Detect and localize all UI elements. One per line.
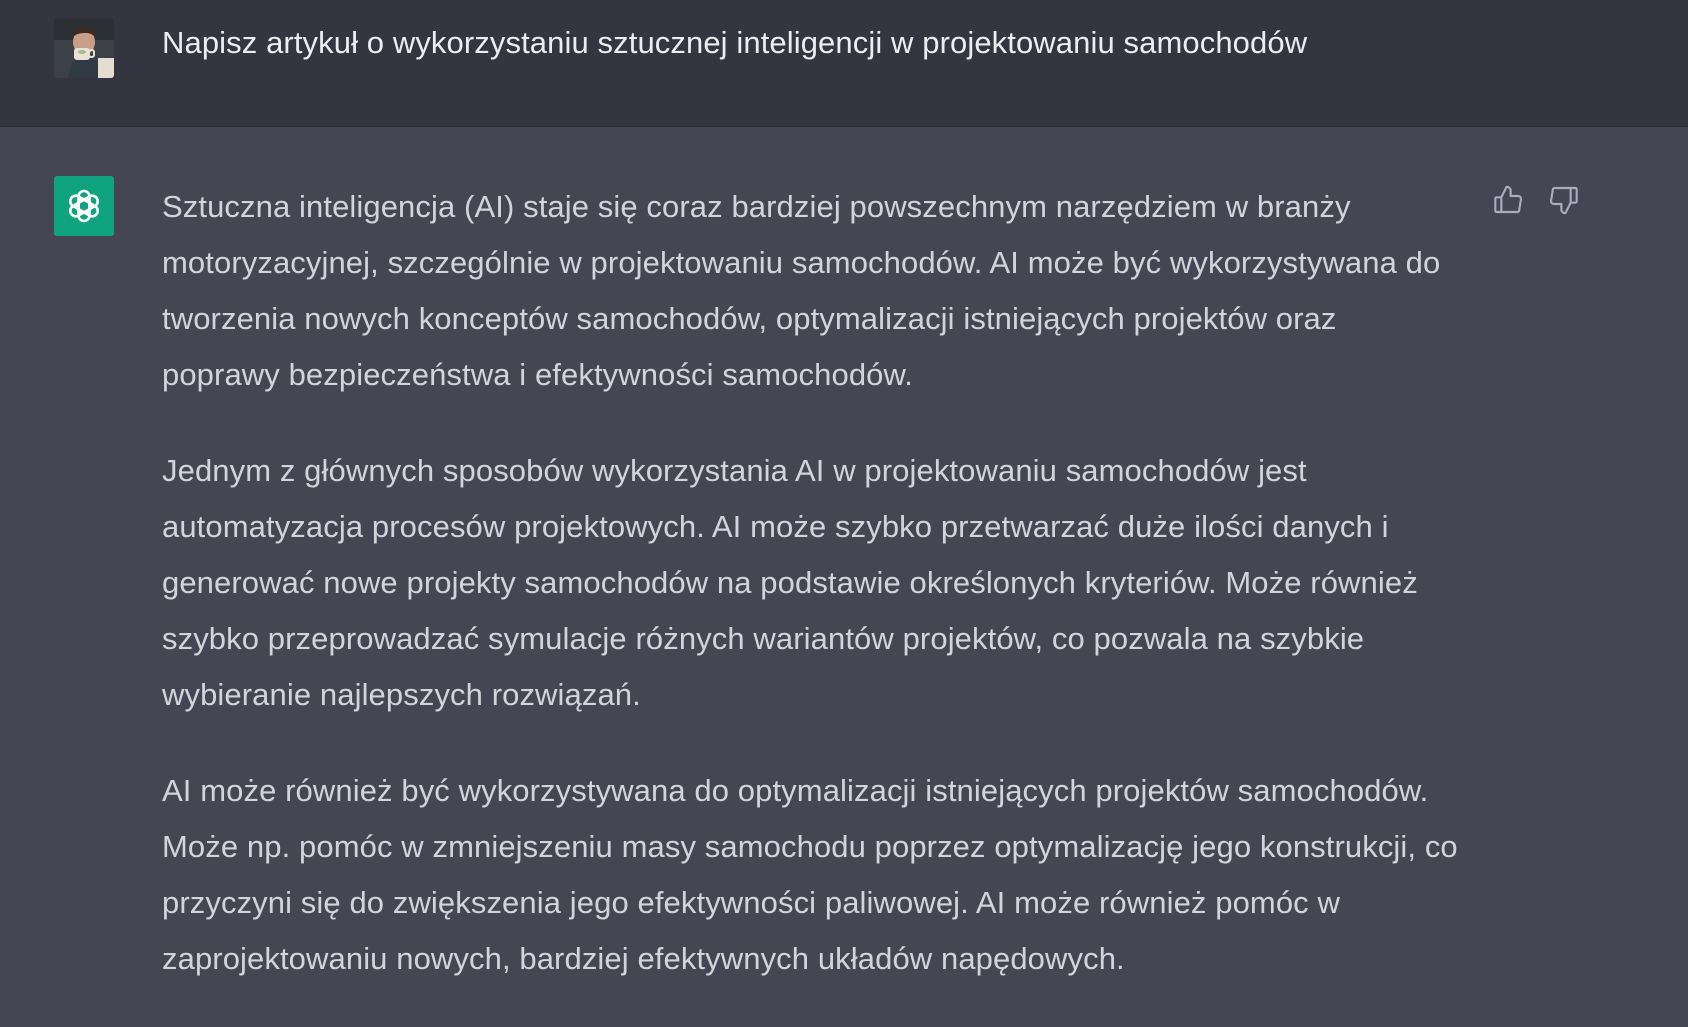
assistant-paragraph-2: Jednym z głównych sposobów wykorzystania AI w projektowaniu samochodów jest automatyzacja procesów projektowych. AI może szybko przetwarzać duże ilości danych i generować nowe projekty samochodów na podstawie określonych kryteriów. Może również szybko przeprowadzać symulacje różnych wariantów projektów, co pozwala na szybkie wybieranie najlepszych rozwiązań.	[162, 453, 1418, 712]
assistant-paragraph-1: Sztuczna inteligencja (AI) staje się coraz bardziej powszechnym narzędziem w branży motoryzacyjnej, szczególnie w projektowaniu samochodów. AI może być wykorzystywana do tworzenia nowych konceptów samochodów, optymalizacji istniejących projektów oraz poprawy bezpieczeństwa i efektywności samochodów.	[162, 189, 1441, 392]
user-photo-avatar	[54, 18, 114, 78]
user-message-text: Napisz artykuł o wykorzystaniu sztucznej inteligencji w projektowaniu samochodów	[162, 25, 1308, 60]
assistant-message-text	[162, 179, 1462, 1027]
openai-logo-icon	[63, 185, 105, 227]
thumbs-up-icon	[1492, 184, 1524, 216]
thumbs-up-button[interactable]	[1488, 180, 1528, 220]
user-avatar	[54, 18, 114, 78]
user-message-row	[0, 0, 1688, 127]
assistant-message-row	[0, 128, 1688, 1002]
thumbs-down-icon	[1548, 184, 1580, 216]
thumbs-down-button[interactable]	[1544, 180, 1584, 220]
assistant-paragraph-3: AI może również być wykorzystywana do optymalizacji istniejących projektów samochodów. Może np. pomóc w zmniejszeniu masy samochodu poprzez optymalizację jego konstrukcji, co przyczyni się do zwiększenia jego efektywności paliwowej. AI może również pomóc w zaprojektowaniu nowych, bardziej efektywnych układów napędowych.	[162, 773, 1458, 976]
assistant-avatar	[54, 176, 114, 236]
